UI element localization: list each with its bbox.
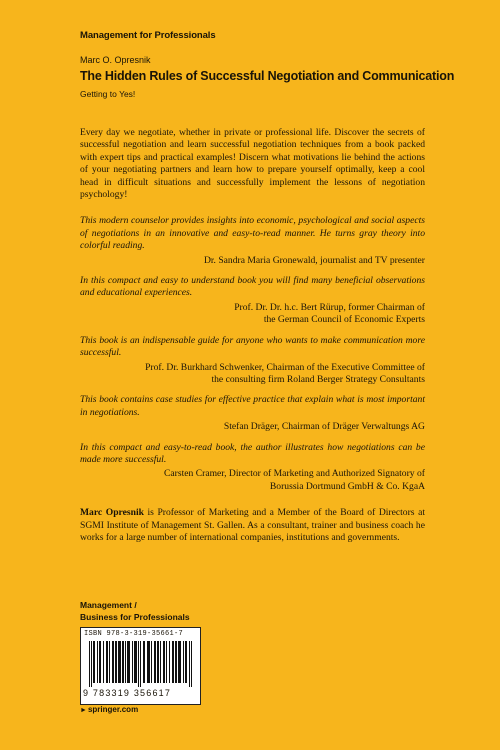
endorsement: [80, 442, 425, 494]
endorsement-quote: In this compact and easy to understand book you will find many beneficial observations and educational experiences.: [80, 275, 425, 299]
endorsement-source: Carsten Cramer, Director of Marketing and Authorized Signatory of Borussia Dortmund GmbH & Co. KgaA: [164, 468, 425, 492]
book-title: The Hidden Rules of Successful Negotiation and Communication: [80, 69, 455, 83]
endorsement-quote: This book is an indispensable guide for anyone who wants to make communication more successful.: [80, 334, 425, 359]
author-bio: [80, 507, 425, 544]
arrow-icon: ►: [80, 707, 87, 714]
endorsement-source: Prof. Dr. Burkhard Schwenker, Chairman of the Executive Committee of the consulting firm Roland Berger Strategy Consultants: [145, 361, 425, 385]
endorsement-source: Prof. Dr. Dr. h.c. Bert Rürup, former Chairman of the German Council of Economic Experts: [234, 301, 425, 326]
intro-paragraph: Every day we negotiate, whether in private or professional life. Discover the secrets of successful negotiation and learn successful negotiation techniques from a book packed with expert tips and practical examples! Discern what motivations lie behind the actions of your negotiating partners and learn how to prepare yourself optimally, keep a cool head in difficult situations and successfully implement the lessons of negotiation psychology!: [80, 127, 425, 201]
endorsement: [80, 335, 425, 387]
author-name: Marc O. Opresnik: [80, 55, 151, 65]
endorsement: [80, 215, 425, 267]
endorsement-quote: This modern counselor provides insights into economic, psychological and social aspects of negotiations in an innovative and easy-to-read manner. He turns gray theory into colorful reading.: [80, 215, 425, 252]
author-bio-name: Marc Opresnik: [80, 507, 144, 519]
barcode-digits: 9 783319 356617: [83, 688, 172, 698]
series-name: Management for Professionals: [80, 30, 216, 41]
endorsement: [80, 394, 425, 433]
endorsement-source: Dr. Sandra Maria Gronewald, journalist and TV presenter: [203, 254, 425, 266]
isbn-barcode-box: [80, 627, 201, 705]
publisher-url: ►springer.com: [80, 705, 139, 714]
endorsement: [80, 275, 425, 327]
category-label: Management / Business for Professionals: [80, 600, 190, 622]
endorsement-quote: In this compact and easy-to-read book, the author illustrates how negotiations can be made more successful.: [80, 441, 425, 465]
author-bio-text: is Professor of Marketing and a Member of the Board of Directors at SGMI Institute of Management St. Gallen. As a consultant, trainer and business coach he works for a large number of international companies, institutions and governments.: [80, 507, 425, 543]
book-subtitle: Getting to Yes!: [80, 89, 136, 99]
endorsement-source: Stefan Dräger, Chairman of Dräger Verwaltungs AG: [223, 421, 425, 433]
isbn-label: ISBN 978-3-319-35661-7: [84, 630, 184, 638]
barcode-image: [89, 641, 193, 687]
cover-text: [80, 127, 425, 544]
endorsement-quote: This book contains case studies for effective practice that explain what is most important in negotiations.: [80, 394, 425, 418]
